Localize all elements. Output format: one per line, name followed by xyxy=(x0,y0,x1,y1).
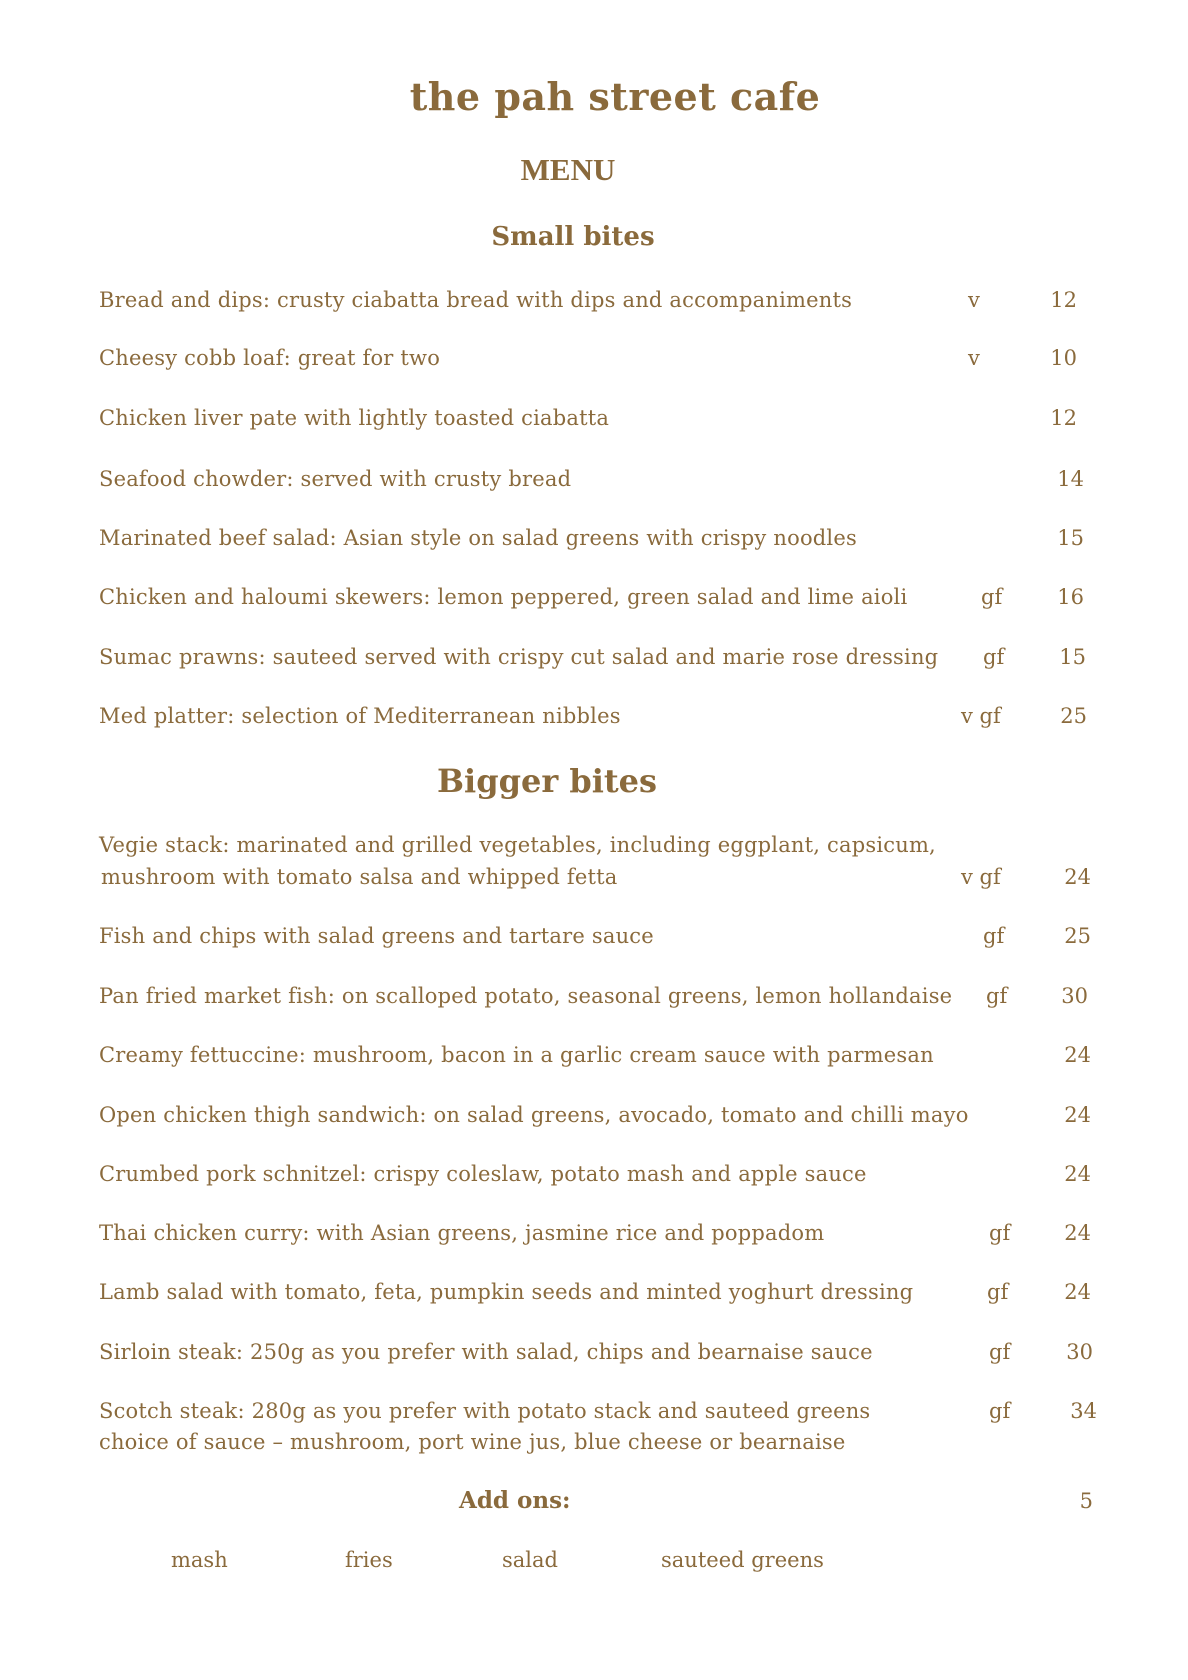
add-ons-price: 5 xyxy=(1079,1489,1093,1513)
add-on-option: mash xyxy=(171,1548,228,1572)
dietary-tag: gf xyxy=(983,645,1005,669)
menu-item-desc: Marinated beef salad: Asian style on salad greens with crispy noodles xyxy=(99,526,857,550)
menu-title: MENU xyxy=(520,152,616,187)
menu-item-desc: Seafood chowder: served with crusty bread xyxy=(99,467,572,491)
menu-item-price: 24 xyxy=(1064,1221,1091,1245)
dietary-tag: gf xyxy=(989,1399,1011,1423)
add-ons-heading: Add ons: xyxy=(459,1487,571,1514)
menu-item-price: 24 xyxy=(1064,1103,1091,1127)
menu-item-desc: Lamb salad with tomato, feta, pumpkin seeds and minted yoghurt dressing xyxy=(99,1280,914,1304)
dietary-tag: gf xyxy=(989,1340,1011,1364)
menu-item-price: 14 xyxy=(1057,467,1084,491)
menu-item-desc: Pan fried market fish: on scalloped potato, seasonal greens, lemon hollandaise xyxy=(99,984,953,1008)
menu-item-price: 15 xyxy=(1059,645,1086,669)
dietary-tag: gf xyxy=(983,924,1005,948)
menu-item-desc: Creamy fettuccine: mushroom, bacon in a garlic cream sauce with parmesan xyxy=(99,1043,934,1067)
menu-item-desc: Thai chicken curry: with Asian greens, jasmine rice and poppadom xyxy=(99,1221,825,1245)
menu-item-desc: Sumac prawns: sauteed served with crispy cut salad and marie rose dressing xyxy=(99,645,939,669)
menu-item-desc: Fish and chips with salad greens and tartare sauce xyxy=(99,924,654,948)
menu-item-desc: Open chicken thigh sandwich: on salad greens, avocado, tomato and chilli mayo xyxy=(99,1103,969,1127)
menu-item-desc-cont: choice of sauce – mushroom, port wine jus, blue cheese or bearnaise xyxy=(99,1430,846,1454)
menu-item-desc: Vegie stack: marinated and grilled vegetables, including eggplant, capsicum, xyxy=(99,833,936,857)
add-on-option: sauteed greens xyxy=(661,1548,824,1572)
menu-item-price: 24 xyxy=(1064,1043,1091,1067)
add-on-option: salad xyxy=(502,1548,558,1572)
menu-item-price: 12 xyxy=(1050,406,1077,430)
bigger-bites-heading: Bigger bites xyxy=(437,762,657,800)
menu-item-desc: Sirloin steak: 250g as you prefer with salad, chips and bearnaise sauce xyxy=(99,1340,873,1364)
menu-item-desc: Chicken liver pate with lightly toasted ciabatta xyxy=(99,406,610,430)
menu-item-price: 24 xyxy=(1064,865,1091,889)
menu-item-price: 30 xyxy=(1061,984,1088,1008)
menu-item-price: 12 xyxy=(1050,288,1077,312)
menu-item-price: 34 xyxy=(1070,1399,1097,1423)
dietary-tag: gf xyxy=(989,1221,1011,1245)
menu-item-desc: Med platter: selection of Mediterranean nibbles xyxy=(99,704,621,728)
dietary-tag: v gf xyxy=(961,704,1001,728)
menu-item-price: 30 xyxy=(1066,1340,1093,1364)
menu-item-price: 25 xyxy=(1064,924,1091,948)
dietary-tag: gf xyxy=(986,984,1008,1008)
cafe-name: the pah street cafe xyxy=(409,74,821,119)
menu-item-price: 15 xyxy=(1057,526,1084,550)
dietary-tag: v gf xyxy=(961,865,1001,889)
dietary-tag: v xyxy=(968,346,980,370)
menu-item-price: 16 xyxy=(1057,585,1084,609)
dietary-tag: gf xyxy=(981,585,1003,609)
menu-item-price: 24 xyxy=(1064,1280,1091,1304)
menu-item-price: 10 xyxy=(1050,346,1077,370)
menu-item-desc: Chicken and haloumi skewers: lemon peppered, green salad and lime aioli xyxy=(99,585,908,609)
small-bites-heading: Small bites xyxy=(491,222,655,252)
menu-item-desc-cont: mushroom with tomato salsa and whipped fetta xyxy=(101,865,618,889)
menu-item-desc: Crumbed pork schnitzel: crispy coleslaw, potato mash and apple sauce xyxy=(99,1162,867,1186)
menu-item-price: 25 xyxy=(1060,704,1087,728)
add-on-option: fries xyxy=(345,1548,393,1572)
menu-item-desc: Bread and dips: crusty ciabatta bread with dips and accompaniments xyxy=(99,288,853,312)
menu-item-price: 24 xyxy=(1064,1162,1091,1186)
menu-item-desc: Scotch steak: 280g as you prefer with potato stack and sauteed greens xyxy=(99,1399,871,1423)
dietary-tag: v xyxy=(968,288,980,312)
dietary-tag: gf xyxy=(987,1280,1009,1304)
menu-item-desc: Cheesy cobb loaf: great for two xyxy=(99,346,441,370)
